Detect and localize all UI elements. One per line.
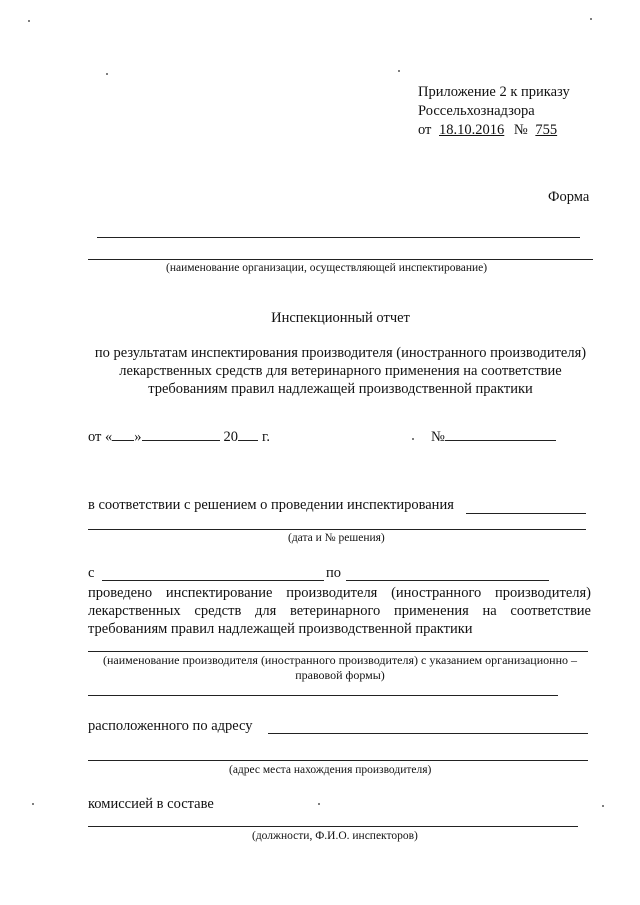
number-prefix: № [513,122,528,138]
decision-label: в соответствии с решением о проведении инспектирования [88,497,454,513]
commission-label: комиссией в составе [88,796,214,812]
period-to-label: по [326,565,342,581]
date-close: » [134,429,142,445]
date-prefix: от [418,122,432,138]
decision-caption: (дата и № решения) [288,532,385,544]
month-blank[interactable] [142,440,220,441]
address-label: расположенного по адресу [88,718,253,734]
scan-speck [318,803,320,805]
scan-speck [32,803,34,805]
decision-blank-2[interactable] [88,529,586,530]
report-subtitle: по результатам инспектирования производителя (иностранного производителя) лекарственных средств для ветеринарного применения на соответствие требованиям правил надлежащей производственной практики [94,345,587,397]
manufacturer-blank[interactable] [88,651,588,652]
scan-speck [602,805,604,807]
manufacturer-blank-2[interactable] [88,695,558,696]
decision-blank-1[interactable] [466,513,586,514]
org-name-line-1 [97,237,580,238]
inspection-text: проведено инспектирование производителя (иностранного производителя) лекарственных средств для ветеринарного применения на соответствие требованиям правил надлежащей производственной практики [88,585,591,637]
report-number-blank[interactable] [445,440,556,441]
order-number: 755 [535,122,558,138]
period-from-blank[interactable] [102,580,324,581]
report-number-field [431,429,556,446]
appendix-line: Приложение 2 к приказу [418,84,570,100]
day-blank[interactable] [112,440,134,441]
order-date-line [418,122,557,139]
date-open: от « [88,429,113,445]
scan-speck [412,438,414,440]
year-blank[interactable] [238,440,258,441]
year-prefix: 20 [223,429,239,445]
form-label: Форма [548,189,590,205]
scan-speck [590,18,592,20]
address-caption: (адрес места нахождения производителя) [229,764,432,776]
order-date: 18.10.2016 [439,122,505,138]
scan-speck [398,70,400,72]
manufacturer-caption: (наименование производителя (иностранного производителя) с указанием организационно – правовой формы) [103,653,577,682]
commission-blank[interactable] [88,826,578,827]
report-date-line [88,429,270,446]
report-title: Инспекционный отчет [271,310,410,326]
report-number-label: № [431,429,445,445]
org-name-line-2 [88,259,593,260]
address-blank-2[interactable] [88,760,588,761]
period-to-blank[interactable] [346,580,549,581]
org-caption: (наименование организации, осуществляющей инспектирование) [166,262,488,274]
commission-caption: (должности, Ф.И.О. инспекторов) [252,830,418,842]
period-from-label: с [88,565,95,581]
address-blank-1[interactable] [268,733,588,734]
year-suffix: г. [262,429,270,445]
scan-speck [106,73,108,75]
scan-speck [28,20,30,22]
agency-line: Россельхознадзора [418,103,535,119]
